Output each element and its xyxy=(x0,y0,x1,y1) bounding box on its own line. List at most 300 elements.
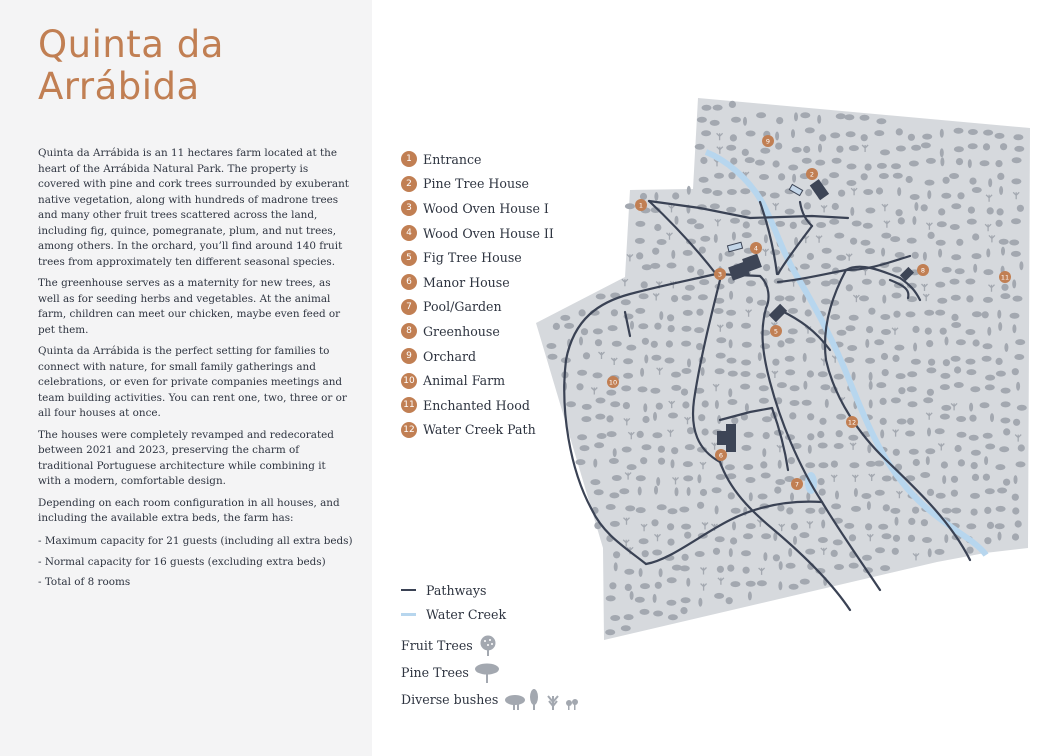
marker-3 xyxy=(714,268,726,280)
pine-tree-mark xyxy=(955,268,965,274)
cypress-mark xyxy=(778,460,782,469)
fruit-tree-mark xyxy=(743,567,750,574)
fruit-tree-mark xyxy=(951,476,958,483)
cypress-mark xyxy=(927,190,931,199)
pine-tree-mark xyxy=(609,492,619,498)
fruit-tree-mark xyxy=(1003,479,1010,486)
pine-tree-mark xyxy=(950,279,960,285)
fruit-tree-mark xyxy=(957,192,964,199)
cypress-mark xyxy=(656,477,660,486)
cypress-mark xyxy=(945,337,949,346)
svg-text:9: 9 xyxy=(765,137,771,146)
pine-tree-mark xyxy=(651,355,661,361)
fruit-tree-mark xyxy=(898,387,905,394)
pine-tree-mark xyxy=(713,105,723,111)
fruit-tree-mark xyxy=(772,359,779,366)
fruit-tree-mark xyxy=(702,428,709,435)
pine-tree-mark xyxy=(829,279,839,285)
farm-map xyxy=(530,90,1035,700)
pine-tree-mark xyxy=(701,130,711,136)
pine-tree-mark xyxy=(694,223,704,229)
pine-tree-mark xyxy=(682,368,692,374)
pine-tree-mark xyxy=(746,523,756,529)
pine-tree-mark xyxy=(936,493,946,499)
pine-tree-mark xyxy=(908,401,918,407)
pine-tree-mark xyxy=(702,105,712,111)
cypress-mark xyxy=(732,232,736,241)
number-badge: 11 xyxy=(401,397,417,413)
fruit-tree-mark xyxy=(625,584,632,591)
cypress-mark xyxy=(803,353,807,362)
cypress-mark xyxy=(913,343,917,352)
fruit-tree-mark xyxy=(865,523,872,530)
pine-tree-mark xyxy=(756,373,766,379)
fruit-tree-mark xyxy=(956,239,963,246)
pine-tree-mark xyxy=(983,343,993,349)
pine-tree-mark xyxy=(860,115,870,121)
fruit-tree-mark xyxy=(668,325,675,332)
water-swatch xyxy=(401,613,416,616)
pine-tree-mark xyxy=(940,384,950,390)
pine-tree-mark xyxy=(891,397,901,403)
pine-tree-mark xyxy=(727,358,737,364)
marker-8 xyxy=(917,264,929,276)
legend-label: Entrance xyxy=(423,151,482,167)
cypress-mark xyxy=(835,491,839,500)
pine-tree-mark xyxy=(859,295,869,301)
pine-tree-mark xyxy=(980,160,990,166)
cypress-mark xyxy=(671,250,675,259)
pine-tree-mark xyxy=(716,353,726,359)
pine-tree-mark xyxy=(834,564,844,570)
cypress-mark xyxy=(659,568,663,577)
fruit-tree-mark xyxy=(613,551,620,558)
pine-tree-mark xyxy=(621,299,631,305)
fruit-tree-mark xyxy=(984,507,991,514)
number-badge: 3 xyxy=(401,200,417,216)
pine-tree-mark xyxy=(1000,293,1010,299)
pine-tree-mark xyxy=(1014,146,1024,152)
pine-tree-mark xyxy=(950,224,960,230)
fruit-tree-mark xyxy=(680,607,687,614)
pine-tree-mark xyxy=(639,293,649,299)
cypress-mark xyxy=(990,413,994,422)
legend-label: Enchanted Hood xyxy=(423,397,530,413)
fruit-tree-mark xyxy=(700,157,707,164)
pine-tree-mark xyxy=(925,448,935,454)
fruit-tree-mark xyxy=(966,547,973,554)
fruit-tree-mark xyxy=(1015,520,1022,527)
fruit-tree-mark xyxy=(729,101,736,108)
fruit-tree-mark xyxy=(746,296,753,303)
cypress-mark xyxy=(817,115,821,124)
pine-tree-mark xyxy=(714,173,724,179)
pine-tree-mark xyxy=(594,442,604,448)
pine-tree-mark xyxy=(954,382,964,388)
pine-tree-mark xyxy=(892,293,902,299)
cypress-mark xyxy=(984,456,988,465)
fruit-tree-mark xyxy=(667,314,674,321)
cypress-mark xyxy=(988,178,992,187)
pine-tree-mark xyxy=(622,447,632,453)
fruit-tree-mark xyxy=(576,383,583,390)
fruit-tree-mark xyxy=(728,492,735,499)
pine-tree-mark xyxy=(970,386,980,392)
cypress-mark xyxy=(938,249,942,258)
pine-tree-mark xyxy=(606,504,616,510)
fruit-tree-mark xyxy=(926,340,933,347)
pine-tree-mark xyxy=(957,432,967,438)
pine-tree-mark xyxy=(1009,240,1019,246)
pine-tree-mark xyxy=(800,264,810,270)
pine-tree-mark xyxy=(681,524,691,530)
pine-tree-mark xyxy=(770,249,780,255)
number-badge: 2 xyxy=(401,176,417,192)
fruit-tree-mark xyxy=(983,474,990,481)
pine-tree-mark xyxy=(967,219,977,225)
cypress-mark xyxy=(881,248,885,257)
pine-tree-mark xyxy=(546,343,556,349)
pine-tree-mark xyxy=(715,368,725,374)
pine-tree-mark xyxy=(846,325,856,331)
marker-4 xyxy=(750,242,762,254)
fruit-tree-mark xyxy=(763,432,770,439)
legend-label: Orchard xyxy=(423,348,477,364)
pine-tree-mark xyxy=(712,487,722,493)
cypress-mark xyxy=(854,488,858,497)
pine-tree-mark xyxy=(980,402,990,408)
pine-tree-mark xyxy=(608,325,618,331)
fruit-tree-mark xyxy=(997,173,1004,180)
fruit-tree-mark xyxy=(805,189,812,196)
pine-tree-mark xyxy=(851,506,861,512)
fruit-tree-mark xyxy=(880,398,887,405)
fruit-tree-mark xyxy=(637,431,644,438)
fruit-tree-mark xyxy=(928,232,935,239)
fruit-tree-mark xyxy=(1018,444,1025,451)
cypress-mark xyxy=(775,132,779,141)
fruit-tree-mark xyxy=(667,523,674,530)
pine-tree-mark xyxy=(937,298,947,304)
fruit-tree-mark xyxy=(896,209,903,216)
fruit-tree-mark xyxy=(640,457,647,464)
page-title: Quinta da Arrábida xyxy=(38,23,224,108)
pine-tree-mark xyxy=(909,161,919,167)
pine-tree-mark xyxy=(891,163,901,169)
legend-label: Fig Tree House xyxy=(423,250,522,266)
pine-tree-mark xyxy=(667,263,677,269)
pine-tree-mark xyxy=(935,549,945,555)
pine-tree-mark xyxy=(607,431,617,437)
fruit-tree-mark xyxy=(831,550,838,557)
pine-tree-mark xyxy=(820,384,830,390)
cypress-mark xyxy=(1004,343,1008,352)
pine-tree-mark xyxy=(985,375,995,381)
pine-tree-mark xyxy=(636,507,646,513)
pine-tree-mark xyxy=(1001,401,1011,407)
fruit-tree-mark xyxy=(818,507,825,514)
svg-text:8: 8 xyxy=(920,266,926,275)
pine-tree-mark xyxy=(911,145,921,151)
cypress-mark xyxy=(614,562,618,571)
pine-tree-mark xyxy=(757,300,767,306)
fruit-tree-mark xyxy=(790,222,797,229)
pine-tree-mark xyxy=(921,142,931,148)
cypress-mark xyxy=(865,339,869,348)
fruit-tree-mark xyxy=(893,311,900,318)
pine-tree-mark xyxy=(785,296,795,302)
fruit-tree-mark xyxy=(921,519,928,526)
cypress-mark xyxy=(880,429,884,438)
pine-tree-mark xyxy=(625,505,635,511)
pine-tree-mark xyxy=(597,433,607,439)
cypress-mark xyxy=(998,532,1002,541)
fruit-tree-mark xyxy=(951,314,958,321)
fruit-tree-mark xyxy=(698,414,705,421)
pine-tree-mark xyxy=(687,218,697,224)
fruit-tree-mark xyxy=(819,134,826,141)
fruit-tree-mark xyxy=(861,173,868,180)
cypress-mark xyxy=(687,358,691,367)
pine-tree-mark xyxy=(694,327,704,333)
pine-tree-mark xyxy=(682,326,692,332)
fruit-tree-mark xyxy=(697,502,704,509)
cypress-mark xyxy=(791,129,795,138)
cypress-mark xyxy=(758,352,762,361)
fruit-tree-mark xyxy=(941,461,948,468)
pine-tree-mark xyxy=(846,131,856,137)
fruit-tree-mark xyxy=(641,281,648,288)
pine-tree-mark xyxy=(685,285,695,291)
pine-tree-mark xyxy=(846,180,856,186)
pine-tree-mark xyxy=(876,118,886,124)
pine-tree-mark xyxy=(910,194,920,200)
cypress-mark xyxy=(940,148,944,157)
pine-tree-mark xyxy=(683,461,693,467)
fruit-tree-mark xyxy=(972,233,979,240)
pine-tree-mark xyxy=(759,398,769,404)
pine-tree-mark xyxy=(580,445,590,451)
pine-tree-mark xyxy=(785,369,795,375)
fruit-tree-mark xyxy=(804,202,811,209)
fruit-tree-mark xyxy=(973,339,980,346)
cypress-mark xyxy=(912,216,916,225)
pine-tree-mark xyxy=(679,507,689,513)
pine-tree-mark xyxy=(743,533,753,539)
pine-tree-mark xyxy=(699,279,709,285)
fruit-tree-mark xyxy=(907,418,914,425)
pine-tree-mark xyxy=(983,297,993,303)
cypress-mark xyxy=(675,487,679,496)
pine-tree-mark xyxy=(805,508,815,514)
pine-tree-mark xyxy=(623,358,633,364)
pine-tree-mark xyxy=(970,493,980,499)
pine-tree-mark xyxy=(878,524,888,530)
pine-tree-mark xyxy=(577,434,587,440)
cypress-mark xyxy=(999,186,1003,195)
pine-tree-mark xyxy=(725,464,735,470)
pine-tree-mark xyxy=(642,264,652,270)
pine-tree-mark xyxy=(700,236,710,242)
pine-tree-mark xyxy=(581,416,591,422)
fruit-tree-mark xyxy=(667,539,674,546)
pine-tree-mark xyxy=(1014,354,1024,360)
pine-tree-mark xyxy=(681,597,691,603)
fruit-tree-mark xyxy=(972,474,979,481)
cypress-mark xyxy=(944,534,948,543)
fruit-tree-mark xyxy=(553,323,560,330)
pine-tree-mark xyxy=(596,398,606,404)
fruit-tree-mark xyxy=(898,217,905,224)
fruit-tree-mark xyxy=(955,445,962,452)
pine-tree-mark xyxy=(638,386,648,392)
pine-tree-mark xyxy=(800,579,810,585)
pine-tree-mark xyxy=(862,279,872,285)
pine-tree-mark xyxy=(982,356,992,362)
pine-tree-mark xyxy=(911,359,921,365)
pine-tree-mark xyxy=(668,508,678,514)
fruit-tree-mark xyxy=(997,208,1004,215)
pine-tree-mark xyxy=(925,180,935,186)
pine-tree-mark xyxy=(799,532,809,538)
pine-tree-mark xyxy=(761,473,771,479)
pine-tree-mark xyxy=(836,113,846,119)
cypress-mark xyxy=(779,561,783,570)
fruit-tree-mark xyxy=(908,518,915,525)
pine-tree-mark xyxy=(627,464,637,470)
pine-tree-mark xyxy=(1013,296,1023,302)
cypress-mark xyxy=(928,548,932,557)
pine-tree-mark xyxy=(702,188,712,194)
pine-tree-mark xyxy=(865,248,875,254)
fruit-tree-mark xyxy=(850,238,857,245)
pine-tree-mark xyxy=(802,158,812,164)
pine-tree-mark xyxy=(594,489,604,495)
cypress-mark xyxy=(671,459,675,468)
pine-tree-mark xyxy=(865,208,875,214)
marker-7 xyxy=(791,478,803,490)
pine-tree-mark xyxy=(999,446,1009,452)
cypress-mark xyxy=(697,474,701,483)
pine-tree-mark xyxy=(590,479,600,485)
pine-tree-mark xyxy=(909,449,919,455)
pine-tree-mark xyxy=(1016,461,1026,467)
fruit-tree-mark xyxy=(883,504,890,511)
pine-tree-mark xyxy=(966,369,976,375)
pine-tree-mark xyxy=(710,120,720,126)
pine-tree-mark xyxy=(790,400,800,406)
cypress-mark xyxy=(821,520,825,529)
pine-tree-mark xyxy=(937,221,947,227)
pine-tree-mark xyxy=(582,404,592,410)
cypress-mark xyxy=(719,253,723,262)
pine-tree-mark xyxy=(922,537,932,543)
fruit-tree-mark xyxy=(995,160,1002,167)
pine-tree-mark xyxy=(890,236,900,242)
cypress-mark xyxy=(968,159,972,168)
cypress-mark xyxy=(729,339,733,348)
marker-5 xyxy=(770,325,782,337)
fruit-tree-mark xyxy=(1012,507,1019,514)
pine-tree-mark xyxy=(890,508,900,514)
pine-tree-mark xyxy=(983,433,993,439)
pine-tree-mark xyxy=(788,308,798,314)
fruit-tree-mark xyxy=(956,158,963,165)
cypress-mark xyxy=(749,492,753,501)
svg-text:10: 10 xyxy=(608,378,618,387)
pine-tree-mark xyxy=(837,330,847,336)
pine-tree-mark xyxy=(995,523,1005,529)
pine-tree-mark xyxy=(923,397,933,403)
pine-tree-mark xyxy=(896,146,906,152)
pine-tree-mark xyxy=(775,295,785,301)
cypress-mark xyxy=(1014,475,1018,484)
pine-tree-mark xyxy=(935,310,945,316)
pine-tree-mark xyxy=(836,414,846,420)
svg-text:4: 4 xyxy=(753,244,759,253)
fruit-tree-mark xyxy=(912,252,919,259)
pine-tree-mark xyxy=(636,475,646,481)
pine-tree-mark xyxy=(760,148,770,154)
pine-tree-mark xyxy=(683,250,693,256)
fruit-tree-mark xyxy=(672,192,679,199)
fruit-tree-mark xyxy=(702,400,709,407)
pine-tree-mark xyxy=(956,339,966,345)
cypress-mark xyxy=(998,322,1002,331)
pine-tree-mark xyxy=(983,130,993,136)
pine-tree-mark xyxy=(951,508,961,514)
pine-tree-mark xyxy=(746,581,756,587)
fruit-tree-mark xyxy=(777,340,784,347)
pine-tree-mark xyxy=(786,563,796,569)
cypress-mark xyxy=(579,337,583,346)
fruit-tree-mark xyxy=(849,534,856,541)
pine-tree-mark xyxy=(881,233,891,239)
pine-tree-mark xyxy=(880,149,890,155)
pine-tree-mark xyxy=(741,360,751,366)
fruit-tree-mark xyxy=(954,366,961,373)
pine-tree-mark xyxy=(726,207,736,213)
info-panel xyxy=(0,0,372,756)
pine-tree-mark xyxy=(882,476,892,482)
pine-tree-mark xyxy=(731,508,741,514)
pine-tree-mark xyxy=(972,187,982,193)
pine-tree-mark xyxy=(653,611,663,617)
fruit-tree-mark xyxy=(865,164,872,171)
pine-tree-mark xyxy=(802,400,812,406)
pine-tree-mark xyxy=(862,555,872,561)
pine-tree-mark xyxy=(743,464,753,470)
pine-tree-mark xyxy=(759,385,769,391)
legend-water-creek: Water Creek xyxy=(401,602,506,626)
pine-tree-mark xyxy=(996,371,1006,377)
pine-tree-mark xyxy=(685,444,695,450)
pine-tree-mark xyxy=(788,328,798,334)
pine-tree-mark xyxy=(635,597,645,603)
pine-tree-mark xyxy=(564,323,574,329)
number-badge: 12 xyxy=(401,422,417,438)
fruit-tree-mark xyxy=(642,338,649,345)
pine-tree-mark xyxy=(926,158,936,164)
pine-tree-mark xyxy=(844,523,854,529)
cypress-mark xyxy=(788,548,792,557)
pine-tree-mark xyxy=(894,345,904,351)
pine-tree-mark xyxy=(792,147,802,153)
cypress-mark xyxy=(923,252,927,261)
pine-tree-mark xyxy=(756,112,766,118)
pine-tree-mark xyxy=(818,443,828,449)
fruit-tree-mark xyxy=(666,340,673,347)
